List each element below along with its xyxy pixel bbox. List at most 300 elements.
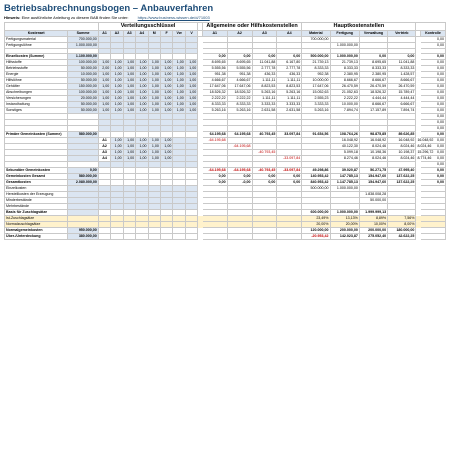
table-cell[interactable]: 1,00 xyxy=(185,60,198,66)
table-cell[interactable]: 1,00 xyxy=(98,78,110,84)
table-cell: 8.333,33 xyxy=(227,102,252,108)
column-header: A3 xyxy=(123,31,135,37)
table-cell: -40.793,45 xyxy=(252,168,277,174)
table-cell[interactable]: 1,00 xyxy=(111,144,123,150)
table-cell: 951,38 xyxy=(202,72,227,78)
table-cell[interactable]: 1,00 xyxy=(185,96,198,102)
table-cell[interactable]: 700.000,00 xyxy=(68,37,99,43)
table-cell[interactable]: 15.052,63 xyxy=(302,90,330,96)
table-cell[interactable]: 50.000,00 xyxy=(68,66,99,72)
table-cell: 0,00 xyxy=(420,60,445,66)
table-cell[interactable]: 1,00 xyxy=(148,90,160,96)
table-cell[interactable]: 1,00 xyxy=(111,78,123,84)
table-cell[interactable]: 20,00% xyxy=(330,222,359,228)
column-header: Kontrolle xyxy=(420,31,445,37)
table-cell[interactable]: 840.953,42 xyxy=(302,180,330,186)
hint-text: Eine ausführliche Anleitung zu diesem BAB finden Sie unter: xyxy=(21,15,129,20)
table-cell: 0,00 xyxy=(420,144,445,150)
table-cell[interactable]: 13,13% xyxy=(330,216,359,222)
table-cell[interactable] xyxy=(148,234,160,240)
table-cell[interactable]: 1,00 xyxy=(185,84,198,90)
table-cell: 4.666,67 xyxy=(202,78,227,84)
table-cell[interactable]: 150.000,00 xyxy=(68,84,99,90)
table-cell: 64.195,68 xyxy=(227,132,252,138)
table-cell[interactable]: 1,00 xyxy=(123,60,135,66)
table-cell: 8.024,46 xyxy=(388,156,416,162)
column-header: A4 xyxy=(277,31,302,37)
table-cell[interactable]: 1,00 xyxy=(160,96,172,102)
table-cell: 5.263,16 xyxy=(252,90,277,96)
table-cell[interactable]: 1,00 xyxy=(98,108,110,114)
table-cell: 8.024,46 xyxy=(417,144,432,148)
table-cell: 3.333,33 xyxy=(252,102,277,108)
table-cell[interactable]: 1,00 xyxy=(123,66,135,72)
table-cell[interactable]: 1,00 xyxy=(136,138,148,144)
table-cell[interactable]: 1,00 xyxy=(98,90,110,96)
table-cell[interactable]: 1,00 xyxy=(160,84,172,90)
table-cell: 6.167,80 xyxy=(277,60,302,66)
table-cell: 8.774,46 xyxy=(417,156,432,160)
column-header: A1 xyxy=(202,31,227,37)
table-cell: 10,00% xyxy=(359,222,387,228)
row-label: Sonstiges xyxy=(5,108,68,114)
table-cell[interactable]: 20,00% xyxy=(302,222,330,228)
table-cell[interactable]: 8.666,67 xyxy=(330,78,359,84)
table-cell: 1.111,11 xyxy=(277,78,302,84)
table-cell[interactable]: 1,00 xyxy=(98,72,110,78)
table-cell[interactable]: 1,00 xyxy=(173,102,185,108)
table-cell: 0,00 xyxy=(227,174,252,180)
table-cell: 1.428,57 xyxy=(388,72,416,78)
table-cell: 1.111,11 xyxy=(277,96,302,102)
table-cell: 98.875,85 xyxy=(359,132,387,138)
table-cell: 10.198,37 xyxy=(388,150,416,156)
table-cell[interactable]: 5.099,18 xyxy=(330,150,359,156)
group-haupt: Hauptkostenstellen xyxy=(302,23,416,31)
table-cell: 8.024,46 xyxy=(388,144,416,150)
table-cell[interactable] xyxy=(111,234,123,240)
table-cell: 3.333,33 xyxy=(277,102,302,108)
table-cell: 0,00 xyxy=(359,54,387,60)
table-cell[interactable]: 1,00 xyxy=(148,66,160,72)
row-label: Normalgemeinkosten xyxy=(5,228,68,234)
table-cell[interactable]: 147.785,13 xyxy=(330,174,359,180)
row-label: Mehrbestände xyxy=(5,204,68,210)
table-cell[interactable]: 1,00 xyxy=(111,90,123,96)
bab-table xyxy=(4,22,446,240)
table-cell[interactable]: 1,00 xyxy=(136,90,148,96)
table-cell[interactable]: 1,00 xyxy=(185,90,198,96)
table-cell[interactable]: 16.048,92 xyxy=(330,138,359,144)
table-cell: 2.631,58 xyxy=(252,108,277,114)
row-label: Sekundäre Gemeinkosten xyxy=(5,168,68,174)
column-header: V xyxy=(185,31,198,37)
table-cell: 1.838.008,28 xyxy=(359,192,387,198)
table-cell[interactable]: 1,00 xyxy=(136,66,148,72)
table-cell: 17.647,06 xyxy=(227,84,252,90)
row-label: Energie xyxy=(5,72,68,78)
table-cell: 8.695,65 xyxy=(359,60,387,66)
table-cell: 8.333,33 xyxy=(359,66,387,72)
table-cell: -64.195,68 xyxy=(202,138,227,144)
table-cell: 5.263,16 xyxy=(277,90,302,96)
table-cell[interactable]: 1,00 xyxy=(136,60,148,66)
table-cell[interactable]: 142.023,87 xyxy=(330,234,359,240)
table-cell: 11.041,88 xyxy=(252,60,277,66)
table-cell[interactable]: 2.555,23 xyxy=(302,96,330,102)
table-cell[interactable]: 1,00 xyxy=(123,96,135,102)
table-cell: 8.695,65 xyxy=(202,60,227,66)
table-cell[interactable]: 17.647,06 xyxy=(302,84,330,90)
table-cell[interactable]: 1,00 xyxy=(111,156,123,162)
table-cell[interactable]: 1,00 xyxy=(111,66,123,72)
table-cell[interactable]: 1,00 xyxy=(148,144,160,150)
table-cell[interactable]: 140.953,42 xyxy=(302,174,330,180)
table-cell[interactable]: 3.333,33 xyxy=(302,102,330,108)
table-cell: 0,00 xyxy=(277,180,302,186)
table-cell[interactable] xyxy=(123,234,135,240)
table-cell[interactable]: 1,00 xyxy=(123,72,135,78)
table-cell: 2.777,78 xyxy=(277,66,302,72)
table-cell: 26.470,59 xyxy=(359,84,387,90)
table-cell[interactable]: 500.000,00 xyxy=(302,186,330,192)
table-cell[interactable]: 8.333,33 xyxy=(302,66,330,72)
table-cell: 0,00 xyxy=(420,37,445,43)
table-cell: 4.666,67 xyxy=(227,78,252,84)
table-cell: 8.695,65 xyxy=(227,60,252,66)
table-cell: -64.195,68 xyxy=(202,168,227,174)
table-cell: 6.666,67 xyxy=(388,102,416,108)
table-cell: 40.793,45 xyxy=(252,132,277,138)
table-cell[interactable]: 1,00 xyxy=(148,84,160,90)
table-cell: 0,00 xyxy=(420,72,445,78)
row-label: Ist-Zuschlagsätze xyxy=(5,216,68,222)
table-cell: 2.631,58 xyxy=(277,108,302,114)
table-cell[interactable]: 100.000,00 xyxy=(68,90,99,96)
table-cell: 0,00 xyxy=(420,43,445,49)
table-cell: 4.444,44 xyxy=(359,96,387,102)
table-cell: 8.024,46 xyxy=(359,144,387,150)
table-cell[interactable]: 21.052,63 xyxy=(330,90,359,96)
table-cell[interactable]: 1,00 xyxy=(160,150,172,156)
row-label: Betriebsstoffe xyxy=(5,66,68,72)
hint-link[interactable]: https://www.business-wissen.de/d/71003 xyxy=(137,15,210,20)
table-cell[interactable]: 1,00 xyxy=(160,66,172,72)
table-cell: 8.666,67 xyxy=(388,78,416,84)
table-cell: 436,33 xyxy=(252,72,277,78)
table-cell: 0,00 xyxy=(420,96,445,102)
table-cell[interactable]: 50.000,00 xyxy=(68,102,99,108)
table-cell[interactable]: 1,00 xyxy=(136,102,148,108)
table-cell: 0,00 xyxy=(420,120,445,126)
table-cell[interactable]: 1,00 xyxy=(123,138,135,144)
column-header: A3 xyxy=(252,31,277,37)
table-cell[interactable] xyxy=(185,234,198,240)
table-cell: 7.894,74 xyxy=(388,108,416,114)
table-cell[interactable]: 1,00 xyxy=(173,72,185,78)
table-cell[interactable]: 1,00 xyxy=(160,90,172,96)
table-cell: 0,00 xyxy=(420,78,445,84)
table-cell[interactable]: 1,00 xyxy=(148,102,160,108)
table-cell[interactable]: 49.298,86 xyxy=(302,168,330,174)
table-cell[interactable]: 1,00 xyxy=(136,108,148,114)
table-cell: 47.995,40 xyxy=(388,168,416,174)
table-cell[interactable]: 1,00 xyxy=(123,78,135,84)
table-cell[interactable]: 21.739,13 xyxy=(302,60,330,66)
table-cell xyxy=(202,234,227,240)
table-cell[interactable]: 1,00 xyxy=(123,108,135,114)
table-cell[interactable]: 100.000,00 xyxy=(68,60,99,66)
table-cell[interactable]: 2.380,95 xyxy=(330,72,359,78)
table-cell[interactable]: 39.020,87 xyxy=(330,168,359,174)
table-cell[interactable]: 1,00 xyxy=(136,144,148,150)
table-cell[interactable]: 1,00 xyxy=(173,66,185,72)
table-cell[interactable]: 1,00 xyxy=(185,102,198,108)
table-cell[interactable]: 1,00 xyxy=(148,60,160,66)
row-label: Minderbestände xyxy=(5,198,68,204)
table-cell[interactable]: 1,00 xyxy=(148,78,160,84)
table-cell[interactable]: 1,00 xyxy=(111,138,123,144)
table-cell[interactable]: 1,00 xyxy=(185,78,198,84)
table-cell[interactable]: 10.000,00 xyxy=(330,102,359,108)
table-cell[interactable]: 950.000,00 xyxy=(68,228,99,234)
table-cell[interactable]: 1,00 xyxy=(98,96,110,102)
table-cell[interactable]: 108.764,26 xyxy=(330,132,359,138)
table-cell[interactable]: 1.000.000,00 xyxy=(68,43,99,49)
table-cell[interactable]: 952,38 xyxy=(302,72,330,78)
table-cell[interactable]: 1,00 xyxy=(123,144,135,150)
column-header: Kostenart xyxy=(5,31,68,37)
table-cell[interactable]: 1,00 xyxy=(160,138,172,144)
table-cell: 2.777,78 xyxy=(252,66,277,72)
table-cell: 18.526,32 xyxy=(202,90,227,96)
table-cell: 1.111,11 xyxy=(252,78,277,84)
table-cell: 0,00 xyxy=(420,162,445,168)
column-header: Vertrieb xyxy=(388,31,416,37)
table-cell: -0,00 xyxy=(227,180,252,186)
table-cell[interactable]: 1,00 xyxy=(111,72,123,78)
table-cell: 8.666,67 xyxy=(359,78,387,84)
table-cell: 15.296,72 xyxy=(417,150,434,154)
table-cell: 0,00 xyxy=(202,54,227,60)
table-cell[interactable]: 1,00 xyxy=(123,156,135,162)
table-cell[interactable]: 1,00 xyxy=(136,156,148,162)
table-cell: 50.000,00 xyxy=(359,198,387,204)
hint-line xyxy=(4,15,446,21)
table-cell: 0,00 xyxy=(420,156,445,162)
table-cell: 951,38 xyxy=(227,72,252,78)
table-cell[interactable]: 1,00 xyxy=(123,150,135,156)
table-cell[interactable]: 50.000,00 xyxy=(68,108,99,114)
table-cell[interactable]: 120.000,00 xyxy=(302,228,330,234)
table-cell[interactable]: 380.000,00 xyxy=(68,234,99,240)
table-cell[interactable]: 1.000.000,00 xyxy=(330,186,359,192)
table-cell[interactable]: 50.000,00 xyxy=(68,78,99,84)
row-label: Gesamtkosten xyxy=(5,180,68,186)
table-cell[interactable]: 1,00 xyxy=(111,60,123,66)
table-cell[interactable]: 1,00 xyxy=(123,102,135,108)
table-cell[interactable]: 7.894,74 xyxy=(330,108,359,114)
row-label: Primäre Gemeinkosten (Summe) xyxy=(5,132,68,138)
table-cell[interactable]: 23,49% xyxy=(302,216,330,222)
table-cell[interactable] xyxy=(98,234,110,240)
table-cell: -64.195,68 xyxy=(227,168,252,174)
table-cell: 5.555,56 xyxy=(202,66,227,72)
table-cell: 0,00 xyxy=(420,138,445,144)
table-cell: 89.626,85 xyxy=(388,132,416,138)
table-cell[interactable]: 1.000.000,00 xyxy=(330,43,359,49)
table-cell xyxy=(420,234,445,240)
table-cell: 1.999.999,13 xyxy=(359,210,387,216)
table-cell[interactable]: 1,00 xyxy=(160,156,172,162)
table-cell[interactable]: 1,00 xyxy=(98,84,110,90)
table-cell[interactable]: 1,00 xyxy=(173,90,185,96)
table-cell[interactable]: A3 xyxy=(98,150,110,156)
table-cell: 15.789,47 xyxy=(388,90,416,96)
row-label: Einzelkosten xyxy=(5,186,68,192)
row-label: Hilfslöhne xyxy=(5,78,68,84)
column-header: A2 xyxy=(111,31,123,37)
table-cell[interactable]: 0,00 xyxy=(68,168,99,174)
table-cell: 17.647,06 xyxy=(202,84,227,90)
table-cell[interactable] xyxy=(136,234,148,240)
table-cell: 42.622,25 xyxy=(388,234,416,240)
table-cell[interactable]: 1,00 xyxy=(173,78,185,84)
table-cell: 8.823,53 xyxy=(252,84,277,90)
table-cell: 10.198,36 xyxy=(359,150,387,156)
table-cell[interactable]: 8.333,33 xyxy=(330,66,359,72)
table-cell[interactable]: 1,00 xyxy=(136,84,148,90)
table-cell[interactable]: 1,00 xyxy=(136,72,148,78)
row-label: Basis für Zuschlagsätze xyxy=(5,210,68,216)
table-cell[interactable]: 1,00 xyxy=(160,72,172,78)
table-cell: 0,00 xyxy=(388,54,416,60)
table-cell: 2.222,22 xyxy=(202,96,227,102)
table-cell: 154.947,60 xyxy=(359,180,387,186)
table-cell xyxy=(277,234,302,240)
table-cell[interactable]: 1,00 xyxy=(111,96,123,102)
table-cell: 2.222,22 xyxy=(227,96,252,102)
table-cell[interactable]: 1,00 xyxy=(111,108,123,114)
table-cell[interactable]: 1,00 xyxy=(185,66,198,72)
table-cell: 0,00 xyxy=(227,54,252,60)
table-cell[interactable]: 1,00 xyxy=(148,108,160,114)
table-cell[interactable]: 1,00 xyxy=(173,96,185,102)
column-header: Fertigung xyxy=(330,31,359,37)
table-cell[interactable]: A4 xyxy=(98,156,110,162)
table-cell[interactable]: A1 xyxy=(98,138,110,144)
table-cell[interactable]: A2 xyxy=(98,144,110,150)
table-cell[interactable]: 580.000,00 xyxy=(68,174,99,180)
table-cell[interactable]: 1,00 xyxy=(185,108,198,114)
column-header: A4 xyxy=(136,31,148,37)
table-cell[interactable]: 1,00 xyxy=(173,108,185,114)
table-cell[interactable]: 91.654,56 xyxy=(302,132,330,138)
table-cell[interactable]: 2.080.000,00 xyxy=(68,180,99,186)
table-cell[interactable]: 20.000,00 xyxy=(68,96,99,102)
table-cell[interactable]: 1.100.000,00 xyxy=(68,54,99,60)
table-cell: 0,00 xyxy=(420,150,445,156)
table-cell[interactable]: 1.000.000,00 xyxy=(330,54,359,60)
table-cell: 5.555,56 xyxy=(227,66,252,72)
table-cell[interactable]: 8.274,46 xyxy=(330,156,359,162)
table-cell: 0,00 xyxy=(277,54,302,60)
table-cell[interactable]: 2,00 xyxy=(98,66,110,72)
table-cell: 0,00 xyxy=(420,66,445,72)
table-cell[interactable]: 200.000,00 xyxy=(330,228,359,234)
table-cell[interactable]: 1,00 xyxy=(160,108,172,114)
table-cell[interactable]: 1,00 xyxy=(111,84,123,90)
table-cell[interactable]: 2.222,22 xyxy=(330,96,359,102)
group-allgemein: Allgemeine oder Hilfskostenstellen xyxy=(202,23,301,31)
table-cell[interactable]: 1,00 xyxy=(136,150,148,156)
row-label: Fertigungsmaterial xyxy=(5,37,68,43)
row-label: Versicherungen xyxy=(5,96,68,102)
table-cell: 0,00 xyxy=(420,174,445,180)
table-cell[interactable]: 1,00 xyxy=(148,96,160,102)
table-cell[interactable]: 1,00 xyxy=(98,60,110,66)
table-cell[interactable] xyxy=(160,234,172,240)
table-cell[interactable] xyxy=(173,234,185,240)
table-cell: 0,00 xyxy=(420,114,445,120)
table-cell[interactable]: -20.953,42 xyxy=(302,234,330,240)
table-cell[interactable]: 1,00 xyxy=(160,144,172,150)
table-cell: 137.622,25 xyxy=(388,174,416,180)
table-cell: 8.024,46 xyxy=(359,156,387,162)
table-cell[interactable]: 1,00 xyxy=(98,102,110,108)
table-cell[interactable]: 1,00 xyxy=(160,78,172,84)
table-cell: 0,00 xyxy=(202,174,227,180)
table-cell: -33.097,84 xyxy=(277,168,302,174)
table-cell[interactable]: 1,00 xyxy=(148,138,160,144)
table-cell[interactable]: 580.000,00 xyxy=(68,132,99,138)
table-cell[interactable]: 1,00 xyxy=(160,102,172,108)
table-cell[interactable]: 21.739,13 xyxy=(330,60,359,66)
table-cell: 0,00 xyxy=(420,168,445,174)
table-cell[interactable]: 10.000,00 xyxy=(302,78,330,84)
table-cell[interactable]: 1,00 xyxy=(185,72,198,78)
table-cell: 0,00 xyxy=(420,90,445,96)
table-cell[interactable]: 600.000,00 xyxy=(302,210,330,216)
table-cell[interactable]: 1,00 xyxy=(111,102,123,108)
table-cell: 64.195,68 xyxy=(202,132,227,138)
table-cell[interactable]: 500.000,00 xyxy=(302,54,330,60)
table-cell[interactable]: 1,00 xyxy=(136,96,148,102)
table-cell: 56.271,75 xyxy=(359,168,387,174)
table-cell[interactable]: 1,00 xyxy=(160,60,172,66)
table-cell[interactable]: 40.122,30 xyxy=(330,144,359,150)
table-cell[interactable]: 1,00 xyxy=(148,72,160,78)
table-cell: 154.947,60 xyxy=(359,174,387,180)
table-cell[interactable]: 700.000,00 xyxy=(302,37,330,43)
table-cell[interactable]: 1,00 xyxy=(123,84,135,90)
table-cell: 0,00 xyxy=(420,102,445,108)
table-cell[interactable]: 1,00 xyxy=(136,78,148,84)
table-cell: 200.000,00 xyxy=(359,228,387,234)
table-cell[interactable]: 1,00 xyxy=(111,150,123,156)
table-cell: 137.622,25 xyxy=(388,180,416,186)
table-cell[interactable]: 1,00 xyxy=(148,156,160,162)
table-cell[interactable]: 1.000.000,00 xyxy=(330,210,359,216)
table-cell[interactable]: 5.263,16 xyxy=(302,108,330,114)
table-cell[interactable]: 1,00 xyxy=(148,150,160,156)
table-cell[interactable]: 1,00 xyxy=(123,90,135,96)
table-cell[interactable]: 1,00 xyxy=(173,60,185,66)
table-cell[interactable]: 10.000,00 xyxy=(68,72,99,78)
table-cell[interactable]: 26.470,59 xyxy=(330,84,359,90)
table-cell[interactable]: 1.147.785,13 xyxy=(330,180,359,186)
table-cell[interactable]: 1,00 xyxy=(173,84,185,90)
